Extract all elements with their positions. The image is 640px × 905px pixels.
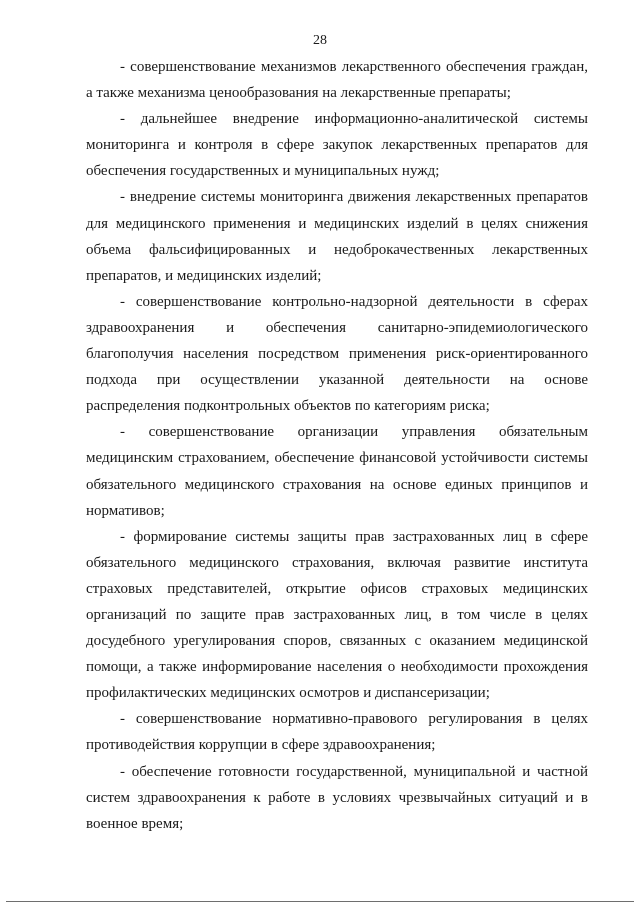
paragraph-anti-corruption: - совершенствование нормативно-правового регулирования в целях противодействия коррупции в сфере здравоохранения; xyxy=(86,711,588,754)
paragraph-procurement-monitoring: - дальнейшее внедрение информационно-аналитической системы мониторинга и контроля в сфере закупок лекарственных препаратов для обеспечения государственных и муниципальных нужд; xyxy=(86,111,588,180)
paragraph-drug-movement-monitoring: - внедрение системы мониторинга движения лекарственных препаратов для медицинского применения и медицинских изделий в целях снижения объема фальсифицированных и недоброкачественных лекарственных препаратов, и медицинских изделий; xyxy=(86,189,588,284)
page-bottom-edge xyxy=(6,901,634,902)
paragraph-insurance-management: - совершенствование организации управления обязательным медицинским страхованием, обеспечение финансовой устойчивости системы обязательного медицинского страхования на основе единых принципов и нормативов; xyxy=(86,424,588,519)
paragraph-control-supervision: - совершенствование контрольно-надзорной деятельности в сферах здравоохранения и обеспечения санитарно-эпидемиологического благополучия населения посредством применения риск-ориентированного подхода при осуществлении указанной деятельности на основе распределения подконтрольных объектов по категориям риска; xyxy=(86,293,588,415)
page-number: 28 xyxy=(313,33,327,48)
paragraph-insured-rights-protection: - формирование системы защиты прав застрахованных лиц в сфере обязательного медицинского страхования, включая развитие института страховых представителей, открытие офисов страховых медицинских организаций по защите прав застрахованных лиц, в том числе в целях досудебного урегулирования споров, связанных с оказанием медицинской помощи, а также информирование населения о необходимости прохождения профилактических медицинских осмотров и диспансеризации; xyxy=(86,528,588,702)
paragraph-drug-provision: - совершенствование механизмов лекарственного обеспечения граждан, а также механизма ценообразования на лекарственные препараты; xyxy=(86,59,588,102)
document-body xyxy=(86,54,588,837)
paragraph-emergency-readiness: - обеспечение готовности государственной, муниципальной и частной систем здравоохранения к работе в условиях чрезвычайных ситуаций и в военное время; xyxy=(86,763,588,832)
